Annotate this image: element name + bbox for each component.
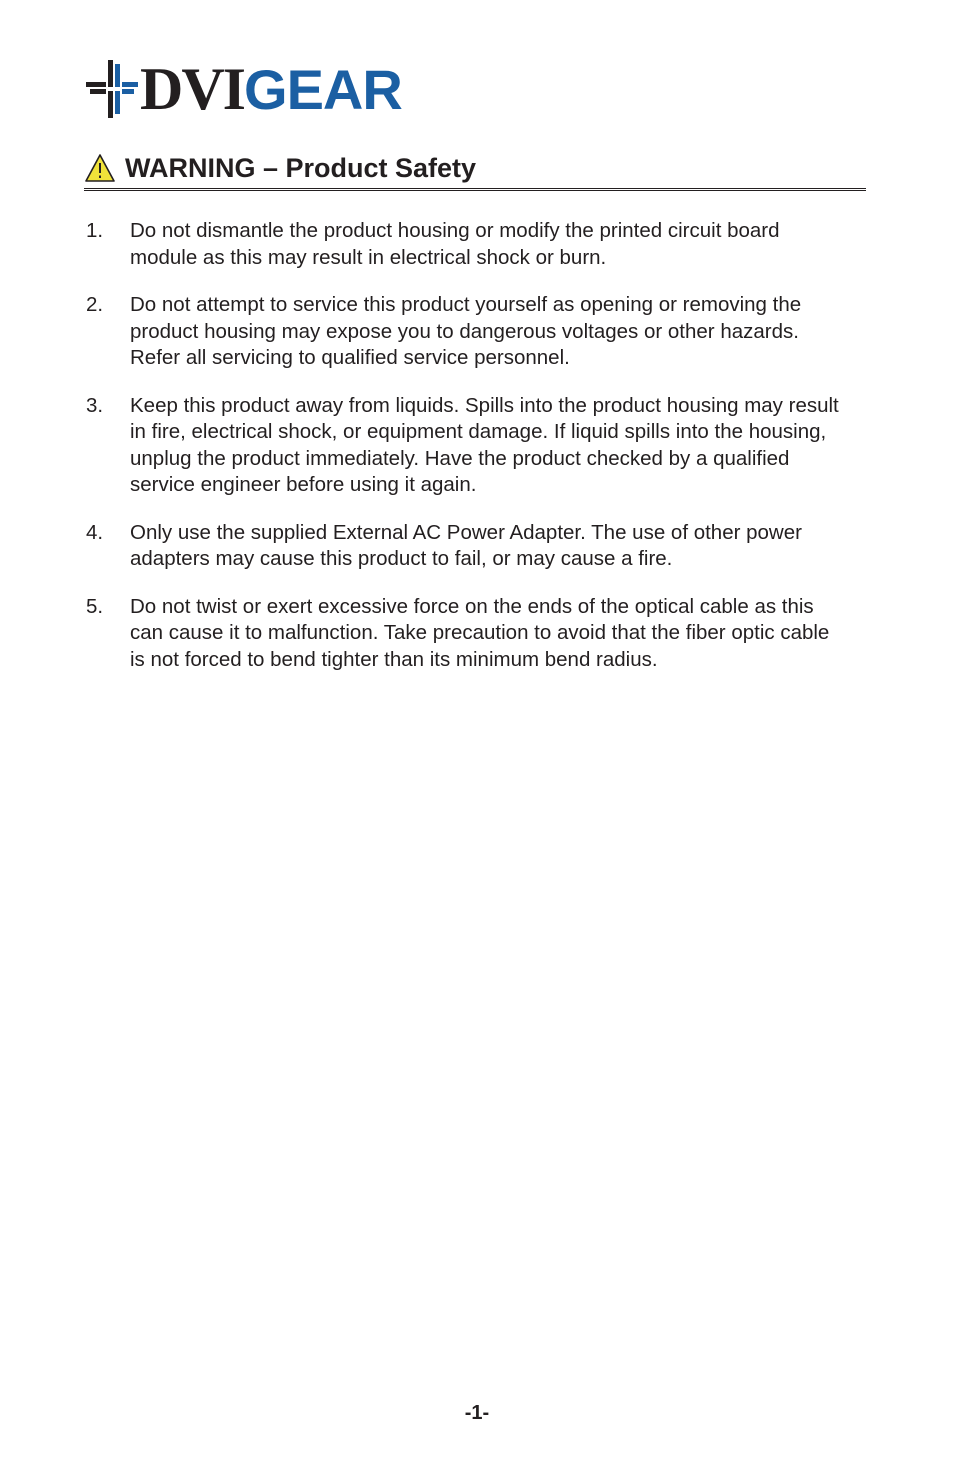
list-item bbox=[86, 292, 876, 372]
item-text: Only use the supplied External AC Power Adapter. The use of other power adapters may cause this product to fail, or may cause a fire. bbox=[130, 520, 802, 570]
item-number: 2. bbox=[86, 293, 104, 316]
item-text: Do not twist or exert excessive force on the ends of the optical cable as this can cause it to malfunction. Take precaution to avoid that the fiber optic cable is not forced to bend tighter than its minimum bend radius. bbox=[130, 594, 830, 671]
item-text: Do not attempt to service this product yourself as opening or removing the product housing may expose you to dangerous voltages or other hazards. Refer all servicing to qualified service personnel. bbox=[130, 293, 802, 369]
item-number: 4. bbox=[86, 520, 104, 544]
list-item bbox=[86, 520, 876, 573]
dvigear-logo bbox=[86, 58, 402, 120]
page-title: WARNING – Product Safety bbox=[125, 152, 477, 183]
safety-list bbox=[86, 218, 876, 694]
item-number: 3. bbox=[86, 393, 104, 417]
warning-triangle-icon bbox=[84, 153, 116, 183]
item-text: Keep this product away from liquids. Spills into the product housing may result in fire, electrical shock, or equipment damage. If liquid spills into the housing, unplug the product immediately. Have the product checked by a qualified service engineer before using it again. bbox=[130, 393, 839, 496]
item-number: 1. bbox=[86, 219, 104, 242]
item-number: 5. bbox=[86, 594, 104, 618]
logo-dvi-text: DVI bbox=[140, 56, 245, 122]
list-item bbox=[86, 218, 876, 271]
item-text: Do not dismantle the product housing or modify the printed circuit board module as this may result in electrical shock or burn. bbox=[130, 219, 780, 269]
list-item bbox=[86, 594, 876, 674]
list-item bbox=[86, 393, 876, 499]
page-number: -1- bbox=[464, 1402, 490, 1424]
logo-cross-icon bbox=[86, 60, 138, 118]
section-heading bbox=[84, 148, 866, 191]
logo-gear-text: GEAR bbox=[244, 58, 402, 121]
